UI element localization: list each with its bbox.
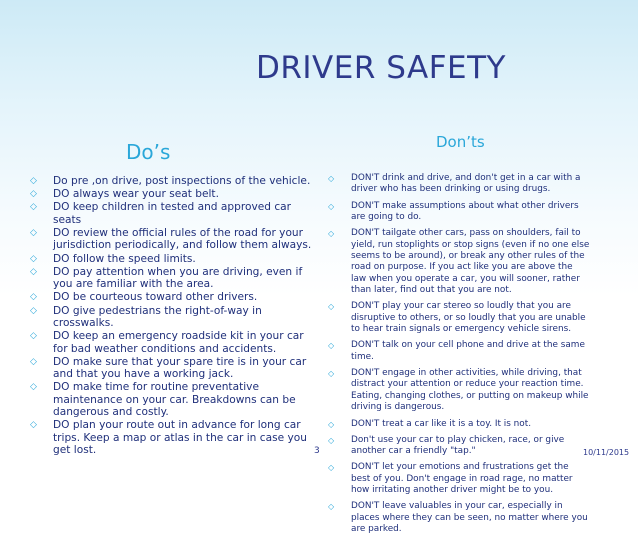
bullet-diamond-icon: ◇ [30, 253, 37, 264]
dos-item-text: DO review the official rules of the road for your jurisdiction periodically, and follow them always. [53, 227, 312, 252]
dos-list [30, 175, 320, 458]
dos-item-text: DO pay attention when you are driving, even if you are familiar with the area. [53, 265, 303, 291]
dos-item-text: DO make sure that your spare tire is in your car and that you have a working jack. [53, 355, 307, 381]
dos-item [30, 201, 320, 226]
donts-item [328, 368, 590, 414]
dos-item [30, 291, 320, 303]
bullet-diamond-icon: ◇ [30, 176, 37, 186]
bullet-diamond-icon: ◇ [30, 356, 37, 367]
dos-item [30, 253, 320, 265]
donts-item-text: DON'T tailgate other cars, pass on shoulders, fail to yield, run stoplights or stop signs (even if no one else seems to be around), or break any other rules of the road on purpose. If you act like you are above the law when you operate a car, you will sooner, rather than later, find out that you are not. [351, 228, 590, 296]
bullet-diamond-icon: ◇ [30, 228, 37, 239]
dos-item-text: DO follow the speed limits. [53, 252, 196, 265]
dos-item [30, 227, 320, 252]
page-number: 3 [314, 446, 320, 456]
donts-item [328, 419, 590, 430]
donts-item-text: DON'T treat a car like it is a toy. It is not. [351, 418, 532, 429]
bullet-diamond-icon: ◇ [328, 435, 335, 445]
bullet-diamond-icon: ◇ [30, 305, 37, 316]
slide-title: DRIVER SAFETY [256, 50, 506, 86]
bullet-diamond-icon: ◇ [328, 502, 335, 512]
dos-item-text: DO keep an emergency roadside kit in your car for bad weather conditions and accidents. [53, 330, 304, 355]
bullet-diamond-icon: ◇ [30, 266, 37, 277]
donts-item-text: DON'T drink and drive, and don't get in a car with a driver who has been drinking or using drugs. [351, 173, 581, 195]
dos-item-text: DO plan your route out in advance for long car trips. Keep a map or atlas in the car in case you get lost. [53, 419, 307, 457]
bullet-diamond-icon: ◇ [328, 229, 335, 239]
donts-list [328, 173, 590, 540]
dos-item [30, 266, 320, 291]
donts-item [328, 201, 590, 224]
donts-item [328, 301, 590, 335]
dos-item [30, 188, 320, 200]
donts-item [328, 501, 590, 535]
dos-item-text: DO be courteous toward other drivers. [53, 291, 258, 304]
bullet-diamond-icon: ◇ [30, 331, 37, 342]
donts-item [328, 173, 590, 196]
dos-heading: Do’s [126, 140, 171, 164]
dos-item [30, 419, 320, 456]
dos-item [30, 330, 320, 355]
donts-item-text: DON'T play your car stereo so loudly that you are disruptive to others, or so loudly that you are unable to hear train signals or emergency vehicle sirens. [351, 301, 586, 335]
donts-item-text: DON'T engage in other activities, while driving, that distract your attention or reduce your reaction time. Eating, changing clothes, or putting on makeup while driving is dangerous. [351, 368, 589, 413]
dos-item-text: DO always wear your seat belt. [53, 188, 219, 201]
bullet-diamond-icon: ◇ [328, 201, 335, 211]
bullet-diamond-icon: ◇ [328, 369, 335, 379]
dos-item-text: Do pre ,on drive, post inspections of the vehicle. [53, 175, 311, 187]
donts-item-text: DON'T talk on your cell phone and drive at the same time. [351, 340, 585, 362]
donts-item [328, 228, 590, 296]
bullet-diamond-icon: ◇ [328, 463, 335, 473]
bullet-diamond-icon: ◇ [328, 174, 335, 183]
donts-item-text: DON'T leave valuables in your car, especially in places where they can be seen, no matter where you are parked. [351, 501, 588, 535]
dos-item [30, 356, 320, 381]
donts-item-text: Don't use your car to play chicken, race, or give another car a friendly "tap." [351, 434, 565, 457]
bullet-diamond-icon: ◇ [30, 292, 37, 303]
bullet-diamond-icon: ◇ [30, 420, 37, 431]
bullet-diamond-icon: ◇ [30, 189, 37, 200]
donts-heading: Don’ts [436, 133, 485, 151]
donts-item-text: DON'T make assumptions about what other drivers are going to do. [351, 200, 579, 223]
dos-item-text: DO keep children in tested and approved car seats [53, 201, 291, 226]
donts-item [328, 435, 590, 458]
bullet-diamond-icon: ◇ [328, 419, 335, 429]
bullet-diamond-icon: ◇ [30, 382, 37, 393]
bullet-diamond-icon: ◇ [328, 341, 335, 351]
slide-date: 10/11/2015 [583, 448, 630, 457]
donts-item-text: DON'T let your emotions and frustrations get the best of you. Don't engage in road rage, no matter how irritating another driver might be to you. [351, 462, 573, 496]
donts-item [328, 340, 590, 363]
dos-item [30, 175, 320, 187]
donts-item [328, 462, 590, 496]
bullet-diamond-icon: ◇ [328, 302, 335, 312]
dos-item-text: DO make time for routine preventative maintenance on your car. Breakdowns can be dangerous and costly. [53, 381, 296, 419]
bullet-diamond-icon: ◇ [30, 202, 37, 213]
dos-item-text: DO give pedestrians the right-of-way in crosswalks. [53, 304, 262, 330]
dos-item [30, 305, 320, 330]
dos-item [30, 381, 320, 418]
